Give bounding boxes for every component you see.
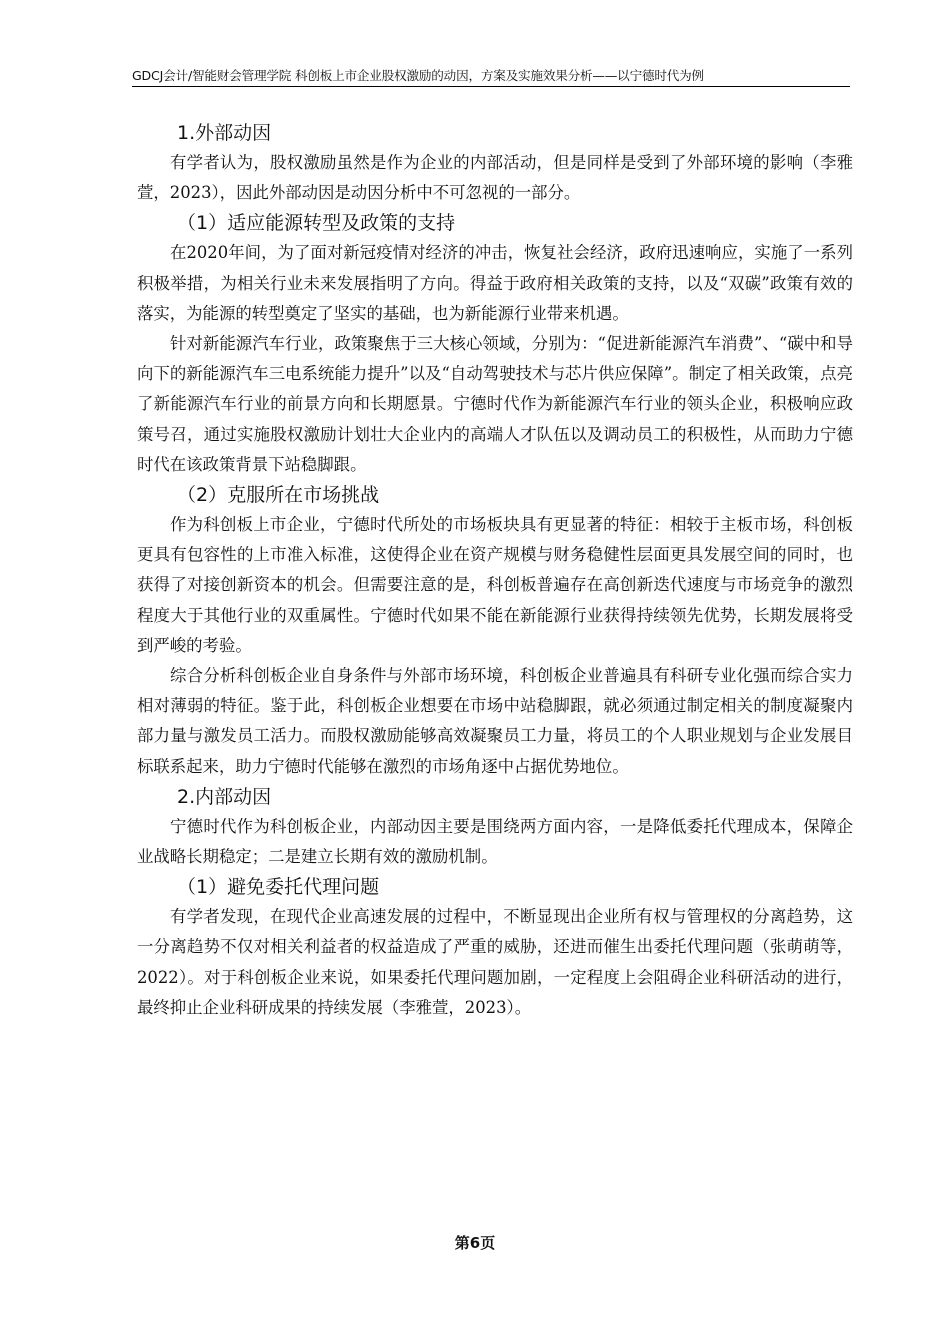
heading-internal-motives: 2.内部动因 (177, 785, 272, 808)
paragraph: 综合分析科创板企业自身条件与外部市场环境，科创板企业普遍具有科研专业化强而综合实力相对薄弱的特征。鉴于此，科创板企业想要在市场中站稳脚跟，就必须通过制定相关的制度凝聚内部力量与激发员工活力。而股权激励能够高效凝聚员工力量，将员工的个人职业规划与企业发展目标联系起来，助力宁德时代能够在激烈的市场角逐中占据优势地位。 (137, 666, 853, 776)
paragraph: 针对新能源汽车行业，政策聚焦于三大核心领域，分别为：“促进新能源汽车消费”、“碳中和导向下的新能源汽车三电系统能力提升”以及“自动驾驶技术与芯片供应保障”。制定了相关政策，点亮了新能源汽车行业的前景方向和长期愿景。宁德时代作为新能源汽车行业的领头企业，积极响应政策号召，通过实施股权激励计划壮大企业内的高端人才队伍以及调动员工的积极性，从而助力宁德时代在该政策背景下站稳脚跟。 (137, 334, 853, 474)
body-content (137, 118, 853, 1023)
subheading-agency-problem: （1）避免委托代理问题 (177, 876, 380, 899)
page-number: 第6页 (454, 1234, 496, 1252)
paragraph: 作为科创板上市企业，宁德时代所处的市场板块具有更显著的特征：相较于主板市场，科创板更具有包容性的上市准入标准，这使得企业在资产规模与财务稳健性层面更具发展空间的同时，也获得了对接创新资本的机会。但需要注意的是，科创板普遍存在高创新迭代速度与市场竞争的激烈程度大于其他行业的双重属性。宁德时代如果不能在新能源行业获得持续领先优势，长期发展将受到严峻的考验。 (137, 515, 853, 655)
running-header: GDCJ会计/智能财会管理学院 科创板上市企业股权激励的动因，方案及实施效果分析——以宁德时代为例 (132, 68, 704, 83)
paragraph: 在2020年间，为了面对新冠疫情对经济的冲击，恢复社会经济，政府迅速响应，实施了一系列积极举措，为相关行业未来发展指明了方向。得益于政府相关政策的支持，以及“双碳”政策有效的落实，为能源的转型奠定了坚实的基础，也为新能源行业带来机遇。 (137, 243, 853, 323)
paragraph: 宁德时代作为科创板企业，内部动因主要是围绕两方面内容，一是降低委托代理成本，保障企业战略长期稳定；二是建立长期有效的激励机制。 (137, 816, 853, 867)
subheading-market-challenge: （2）克服所在市场挑战 (177, 484, 380, 507)
header-divider (132, 86, 850, 87)
paragraph: 有学者认为，股权激励虽然是作为企业的内部活动，但是同样是受到了外部环境的影响（李雅萱，2023），因此外部动因是动因分析中不可忽视的一部分。 (137, 153, 853, 203)
heading-external-motives: 1.外部动因 (177, 122, 272, 144)
subheading-energy-policy: （1）适应能源转型及政策的支持 (177, 212, 456, 235)
paragraph: 有学者发现，在现代企业高速发展的过程中，不断显现出企业所有权与管理权的分离趋势，这一分离趋势不仅对相关利益者的权益造成了严重的威胁，还进而催生出委托代理问题（张萌萌等，2022）。对于科创板企业来说，如果委托代理问题加剧，一定程度上会阻碍企业科研活动的进行，最终抑止企业科研成果的持续发展（李雅萱，2023）。 (137, 907, 853, 1017)
